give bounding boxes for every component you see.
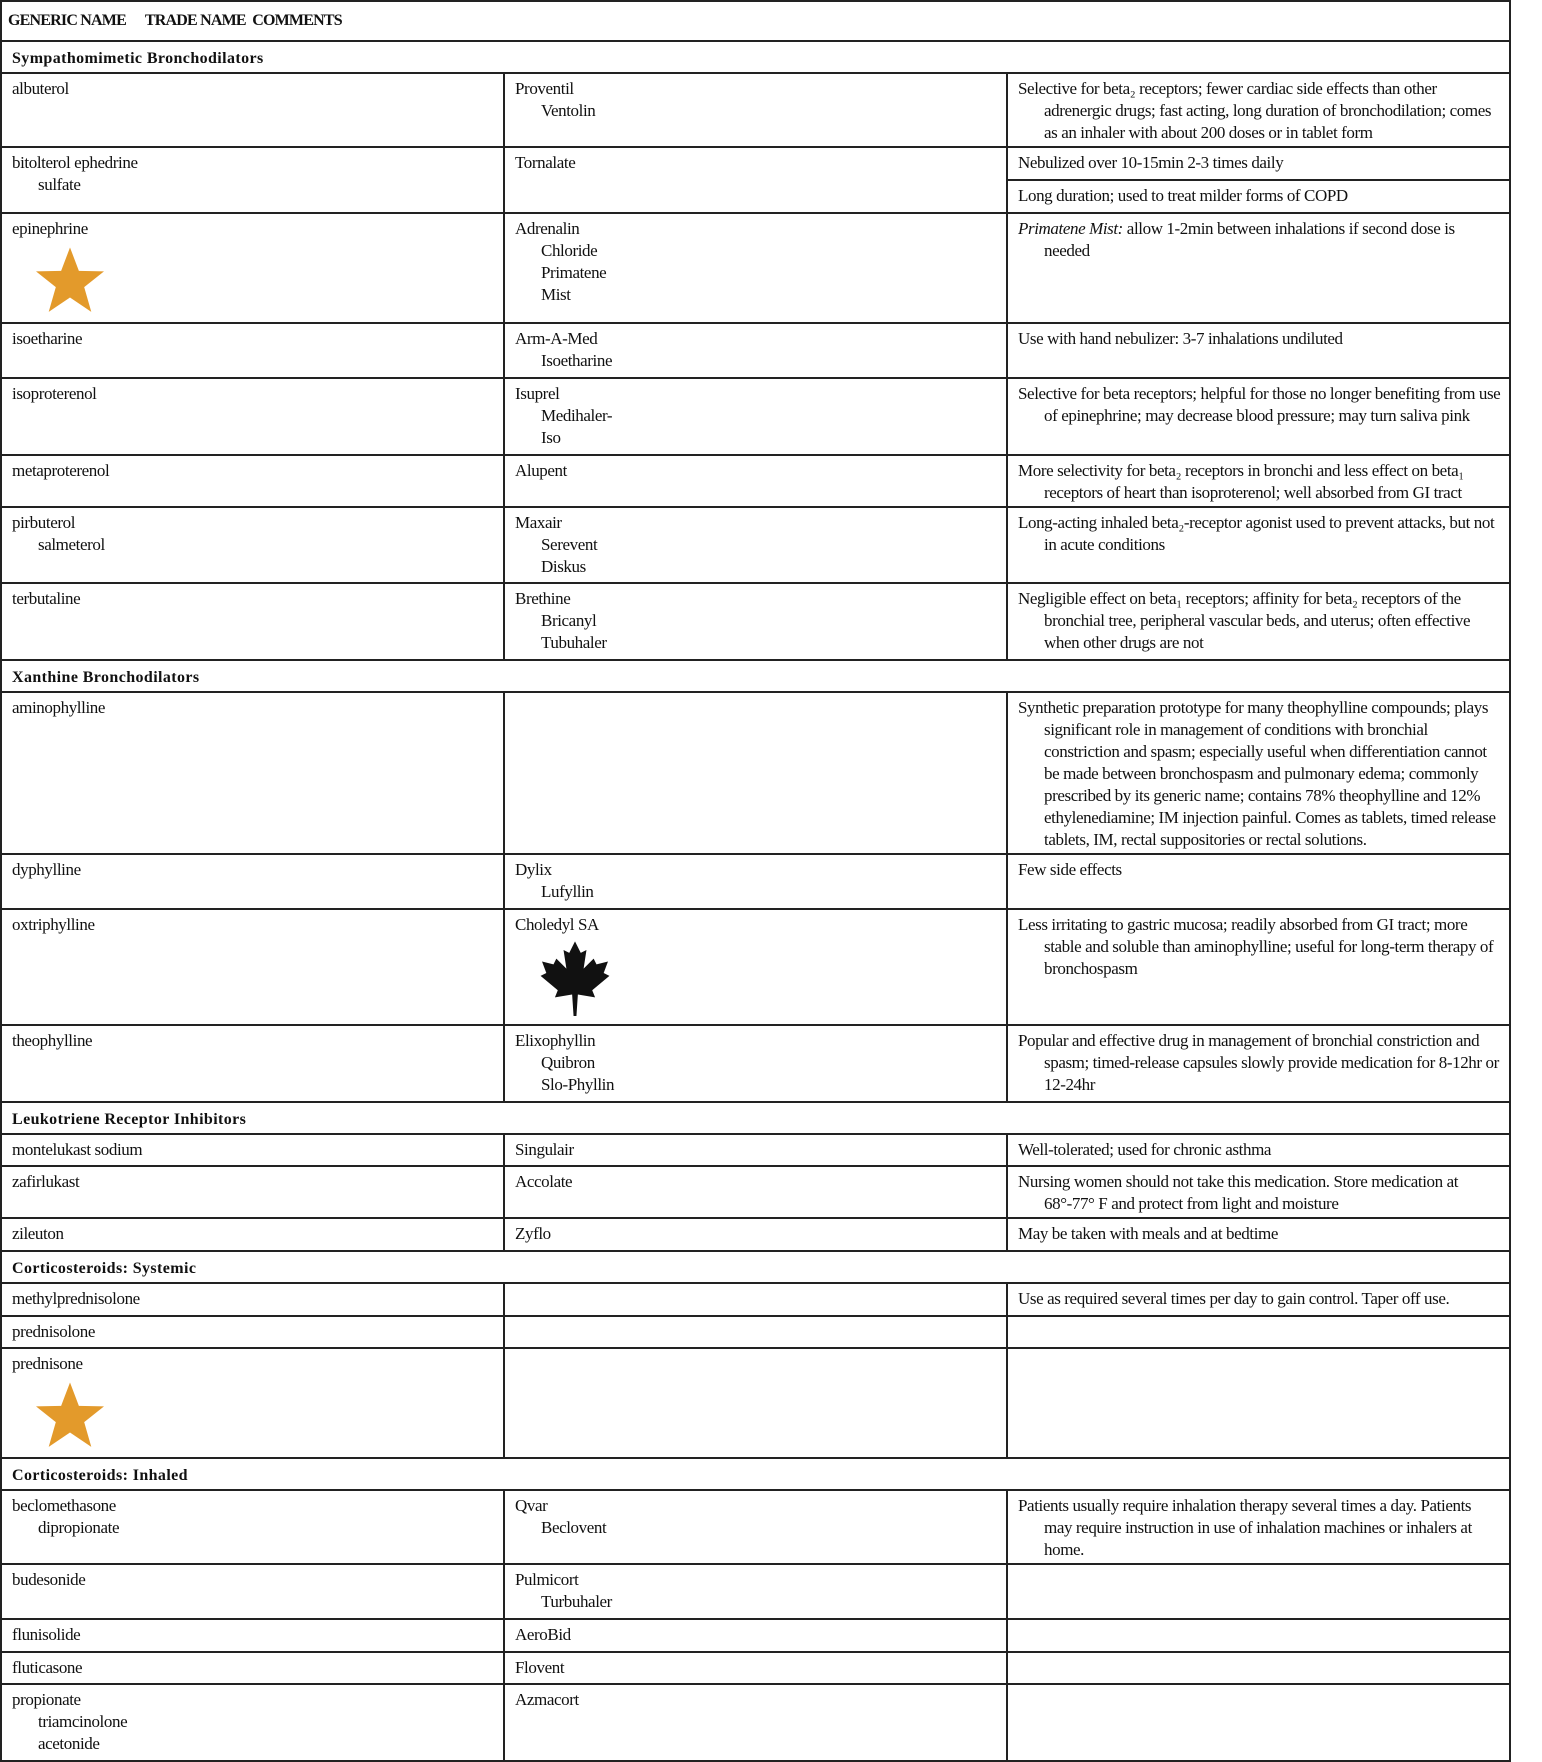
- cell-line: Tubuhaler: [541, 633, 607, 652]
- cell-line: Chloride: [541, 241, 598, 260]
- cell-line: albuterol: [12, 79, 69, 98]
- header-row: [1, 1, 1510, 41]
- cell-line: Arm-A-Med: [515, 329, 598, 348]
- cell-line: Zyflo: [515, 1224, 551, 1243]
- generic-name-cell: [1, 507, 504, 583]
- maple-leaf-icon: [539, 940, 1000, 1022]
- section-title: Leukotriene Receptor Inhibitors: [1, 1102, 1510, 1134]
- comment-text: Use with hand nebulizer: 3-7 inhalations undiluted: [1018, 329, 1343, 348]
- cell-line: zafirlukast: [12, 1172, 80, 1191]
- cell-line: fluticasone: [12, 1658, 83, 1677]
- cell-line: metaproterenol: [12, 461, 110, 480]
- generic-name-cell: [1, 1619, 504, 1652]
- table-row: [1, 1218, 1510, 1251]
- cell-line: Azmacort: [515, 1690, 579, 1709]
- generic-name-cell: [1, 147, 504, 213]
- trade-name-cell: [504, 1684, 1007, 1761]
- cell-line: sulfate: [38, 175, 81, 194]
- cell-line: Tornalate: [515, 153, 576, 172]
- generic-name-cell: [1, 455, 504, 507]
- section-header-row: [1, 41, 1510, 73]
- cell-line: Flovent: [515, 1658, 565, 1677]
- table-row: [1, 1283, 1510, 1316]
- generic-name-cell: [1, 1134, 504, 1166]
- cell-line: terbutaline: [12, 589, 81, 608]
- cell-line: dyphylline: [12, 860, 81, 879]
- cell-line: montelukast sodium: [12, 1140, 143, 1159]
- cell-line: Diskus: [541, 557, 586, 576]
- comments-cell: [1007, 1684, 1510, 1761]
- comments-cell: [1007, 378, 1510, 455]
- table-row: [1, 1134, 1510, 1166]
- trade-name-cell: [504, 507, 1007, 583]
- trade-name-cell: [504, 73, 1007, 147]
- comments-cell: [1007, 180, 1510, 213]
- cell-line: Slo-Phyllin: [541, 1075, 615, 1094]
- generic-name-cell: [1, 213, 504, 323]
- comment-text: Synthetic preparation prototype for many theophylline compounds; plays significant role in management of conditions with bronchial constriction and spasm; especially useful when differentiation cannot be made between bronchospasm and pulmonary edema; commonly prescribed by its generic name; contains 78% theophylline and 12% ethylenediamine; IM injection painful. Comes as tablets, timed release tablets, IM, rectal suppositories or rectal solutions.: [1018, 698, 1496, 849]
- cell-line: Alupent: [515, 461, 567, 480]
- trade-name-cell: [504, 854, 1007, 909]
- generic-name-cell: [1, 1652, 504, 1684]
- trade-name-cell: [504, 147, 1007, 213]
- generic-name-cell: [1, 692, 504, 854]
- generic-name-cell: [1, 73, 504, 147]
- comments-cell: [1007, 323, 1510, 378]
- comment-text: More selectivity for beta₂ receptors in bronchi and less effect on beta₁ receptors of heart than isoproterenol; well absorbed from GI tract: [1018, 461, 1464, 502]
- trade-name-cell: [504, 1134, 1007, 1166]
- cell-line: budesonide: [12, 1570, 86, 1589]
- table-row: [1, 583, 1510, 660]
- comments-cell: [1007, 1619, 1510, 1652]
- table-row: [1, 1619, 1510, 1652]
- trade-name-cell: [504, 455, 1007, 507]
- trade-name-cell: [504, 692, 1007, 854]
- table-row: [1, 692, 1510, 854]
- cell-line: theophylline: [12, 1031, 93, 1050]
- comment-text: Well-tolerated; used for chronic asthma: [1018, 1140, 1272, 1159]
- comment-text: Negligible effect on beta₁ receptors; affinity for beta₂ receptors of the bronchial tree, peripheral vascular beds, and uterus; often effective when other drugs are not: [1018, 589, 1471, 652]
- cell-line: salmeterol: [38, 535, 105, 554]
- cell-line: aminophylline: [12, 698, 106, 717]
- section-title: Sympathomimetic Bronchodilators: [1, 41, 1510, 73]
- header-comments: COMMENTS: [252, 12, 342, 29]
- generic-name-cell: [1, 1564, 504, 1619]
- cell-line: Elixophyllin: [515, 1031, 596, 1050]
- cell-line: Mist: [541, 285, 571, 304]
- trade-name-cell: [504, 1490, 1007, 1564]
- header-cell: [1, 1, 1510, 41]
- trade-name-cell: [504, 1316, 1007, 1348]
- table-row: [1, 507, 1510, 583]
- table-row: [1, 147, 1510, 180]
- generic-name-cell: [1, 1316, 504, 1348]
- comment-text: Use as required several times per day to gain control. Taper off use.: [1018, 1289, 1450, 1308]
- trade-name-cell: [504, 213, 1007, 323]
- cell-line: Singulair: [515, 1140, 574, 1159]
- cell-line: Pulmicort: [515, 1570, 579, 1589]
- trade-name-cell: [504, 1025, 1007, 1102]
- cell-line: dipropionate: [38, 1518, 120, 1537]
- cell-line: Adrenalin: [515, 219, 580, 238]
- trade-name-cell: [504, 583, 1007, 660]
- cell-line: Ventolin: [541, 101, 596, 120]
- cell-line: Beclovent: [541, 1518, 607, 1537]
- comments-cell: [1007, 583, 1510, 660]
- cell-line: Medihaler-: [541, 406, 613, 425]
- generic-name-cell: [1, 1218, 504, 1251]
- comments-cell: [1007, 1218, 1510, 1251]
- header-generic: GENERIC NAME: [8, 12, 126, 29]
- comment-text: allow 1-2min between inhalations if second dose is needed: [1044, 219, 1455, 260]
- trade-name-cell: [504, 1619, 1007, 1652]
- trade-name-cell: [504, 378, 1007, 455]
- generic-name-cell: [1, 583, 504, 660]
- cell-line: Turbuhaler: [541, 1592, 612, 1611]
- section-title: Corticosteroids: Inhaled: [1, 1458, 1510, 1490]
- section-header-row: [1, 1458, 1510, 1490]
- cell-line: Lufyllin: [541, 882, 594, 901]
- trade-name-cell: [504, 323, 1007, 378]
- trade-name-cell: [504, 909, 1007, 1025]
- cell-line: flunisolide: [12, 1625, 81, 1644]
- table-row: [1, 455, 1510, 507]
- cell-line: Maxair: [515, 513, 562, 532]
- trade-name-cell: [504, 1652, 1007, 1684]
- comments-cell: [1007, 147, 1510, 180]
- cell-line: oxtriphylline: [12, 915, 95, 934]
- comments-cell: [1007, 854, 1510, 909]
- cell-line: beclomethasone: [12, 1496, 116, 1515]
- comment-text: Nursing women should not take this medication. Store medication at 68°-77° F and protect from light and moisture: [1018, 1172, 1459, 1213]
- table-row: [1, 1564, 1510, 1619]
- cell-line: Proventil: [515, 79, 574, 98]
- generic-name-cell: [1, 854, 504, 909]
- generic-name-cell: [1, 1025, 504, 1102]
- cell-line: propionate: [12, 1690, 81, 1709]
- comment-text: Selective for beta₂ receptors; fewer cardiac side effects than other adrenergic drugs; fast acting, long duration of bronchodilation; comes as an inhaler with about 200 doses or in tablet form: [1018, 79, 1492, 142]
- generic-name-cell: [1, 1166, 504, 1218]
- section-header-row: [1, 1102, 1510, 1134]
- cell-line: triamcinolone: [38, 1712, 128, 1731]
- comments-cell: [1007, 1490, 1510, 1564]
- comment-text: Long-acting inhaled beta₂-receptor agonist used to prevent attacks, but not in acute conditions: [1018, 513, 1495, 554]
- cell-line: Bricanyl: [541, 611, 597, 630]
- trade-name-cell: [504, 1348, 1007, 1458]
- comments-cell: [1007, 1166, 1510, 1218]
- comments-cell: [1007, 1652, 1510, 1684]
- table-row: [1, 1652, 1510, 1684]
- star-icon: [34, 1381, 497, 1455]
- cell-line: Primatene: [541, 263, 607, 282]
- cell-line: Dylix: [515, 860, 552, 879]
- comments-cell: [1007, 692, 1510, 854]
- comments-cell: [1007, 1283, 1510, 1316]
- comment-text: Long duration; used to treat milder forms of COPD: [1018, 186, 1348, 205]
- comment-text: Selective for beta receptors; helpful for those no longer benefiting from use of epinephrine; may decrease blood pressure; may turn saliva pink: [1018, 384, 1501, 425]
- trade-name-cell: [504, 1564, 1007, 1619]
- comments-cell: [1007, 909, 1510, 1025]
- cell-line: Isuprel: [515, 384, 560, 403]
- table-row: [1, 323, 1510, 378]
- comment-text: Popular and effective drug in management of bronchial constriction and spasm; timed-release capsules slowly provide medication for 8-12hr or 12-24hr: [1018, 1031, 1499, 1094]
- cell-line: Brethine: [515, 589, 571, 608]
- comment-text: Few side effects: [1018, 860, 1122, 879]
- comment-text: Nebulized over 10-15min 2-3 times daily: [1018, 153, 1284, 172]
- comments-cell: [1007, 1564, 1510, 1619]
- comment-italic-prefix: Primatene Mist:: [1018, 219, 1123, 238]
- cell-line: AeroBid: [515, 1625, 571, 1644]
- comments-cell: [1007, 1134, 1510, 1166]
- section-title: Corticosteroids: Systemic: [1, 1251, 1510, 1283]
- table-row: [1, 1348, 1510, 1458]
- generic-name-cell: [1, 909, 504, 1025]
- comments-cell: [1007, 213, 1510, 323]
- table-row: [1, 378, 1510, 455]
- cell-line: Quibron: [541, 1053, 595, 1072]
- cell-line: Qvar: [515, 1496, 548, 1515]
- table-row: [1, 1025, 1510, 1102]
- cell-line: acetonide: [38, 1734, 100, 1753]
- comments-cell: [1007, 1348, 1510, 1458]
- comment-text: May be taken with meals and at bedtime: [1018, 1224, 1279, 1243]
- cell-line: Serevent: [541, 535, 598, 554]
- section-title: Xanthine Bronchodilators: [1, 660, 1510, 692]
- table-row: [1, 1166, 1510, 1218]
- generic-name-cell: [1, 323, 504, 378]
- cell-line: epinephrine: [12, 219, 88, 238]
- generic-name-cell: [1, 1684, 504, 1761]
- comments-cell: [1007, 1316, 1510, 1348]
- cell-line: Choledyl SA: [515, 915, 599, 934]
- comments-cell: [1007, 507, 1510, 583]
- table-row: [1, 854, 1510, 909]
- generic-name-cell: [1, 1490, 504, 1564]
- table-row: [1, 1490, 1510, 1564]
- trade-name-cell: [504, 1283, 1007, 1316]
- cell-line: bitolterol ephedrine: [12, 153, 138, 172]
- star-icon: [34, 246, 497, 320]
- table-row: [1, 1684, 1510, 1761]
- table-row: [1, 909, 1510, 1025]
- table-row: [1, 73, 1510, 147]
- cell-line: methylprednisolone: [12, 1289, 140, 1308]
- cell-line: isoetharine: [12, 329, 83, 348]
- cell-line: zileuton: [12, 1224, 64, 1243]
- cell-line: Accolate: [515, 1172, 573, 1191]
- comments-cell: [1007, 1025, 1510, 1102]
- comments-cell: [1007, 455, 1510, 507]
- cell-line: prednisolone: [12, 1322, 96, 1341]
- section-header-row: [1, 1251, 1510, 1283]
- cell-line: Iso: [541, 428, 561, 447]
- generic-name-cell: [1, 1283, 504, 1316]
- table-row: [1, 1316, 1510, 1348]
- comments-cell: [1007, 73, 1510, 147]
- cell-line: pirbuterol: [12, 513, 76, 532]
- trade-name-cell: [504, 1218, 1007, 1251]
- header-trade: TRADE NAME: [144, 12, 246, 29]
- trade-name-cell: [504, 1166, 1007, 1218]
- generic-name-cell: [1, 1348, 504, 1458]
- comment-text: Patients usually require inhalation therapy several times a day. Patients may require instruction in use of inhalation machines or inhalers at home.: [1018, 1496, 1472, 1559]
- table-row: [1, 213, 1510, 323]
- cell-line: prednisone: [12, 1354, 83, 1373]
- cell-line: isoproterenol: [12, 384, 97, 403]
- comment-text: Less irritating to gastric mucosa; readily absorbed from GI tract; more stable and soluble than aminophylline; useful for long-term therapy of bronchospasm: [1018, 915, 1494, 978]
- section-header-row: [1, 660, 1510, 692]
- cell-line: Isoetharine: [541, 351, 613, 370]
- generic-name-cell: [1, 378, 504, 455]
